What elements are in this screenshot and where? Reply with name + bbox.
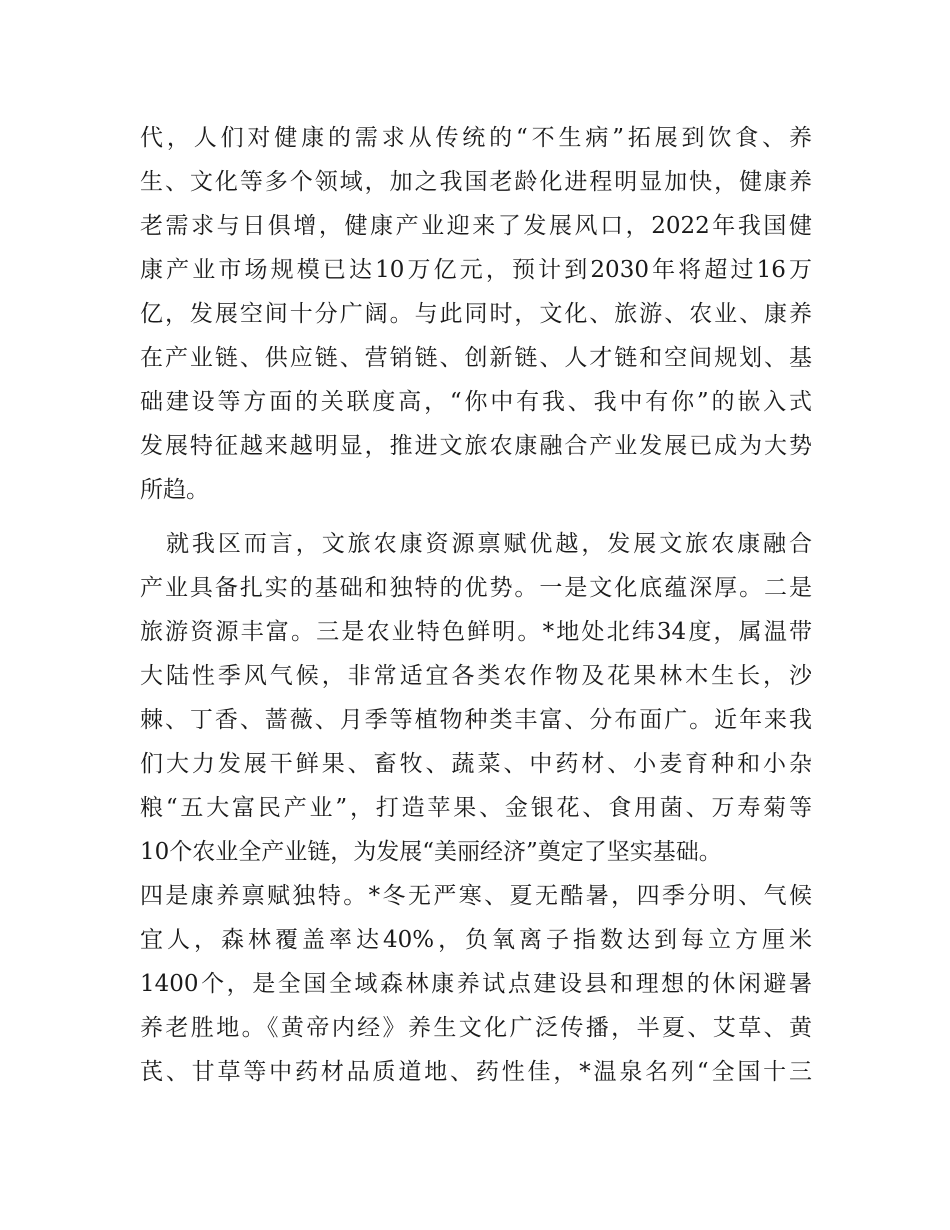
text-line: 老需求与日俱增，健康产业迎来了发展风口，2022年我国健 — [140, 213, 812, 239]
paragraph-1 — [140, 116, 812, 512]
text-line: 们大力发展干鲜果、畜牧、蔬菜、中药材、小麦育种和小杂 — [140, 751, 812, 777]
text-line: 发展特征越来越明显，推进文旅农康融合产业发展已成为大势 — [140, 433, 812, 459]
text-line: 1400个，是全国全域森林康养试点建设县和理想的休闲避暑 — [140, 971, 812, 997]
text-line: 代，人们对健康的需求从传统的“不生病”拓展到饮食、养 — [140, 125, 812, 151]
text-line: 芪、甘草等中药材品质道地、药性佳，*温泉名列“全国十三 — [140, 1059, 812, 1085]
text-line: 旅游资源丰富。三是农业特色鲜明。*地处北纬34度，属温带 — [140, 619, 812, 645]
text-line: 棘、丁香、蔷薇、月季等植物种类丰富、分布面广。近年来我 — [140, 707, 812, 733]
text-line: 10个农业全产业链，为发展“美丽经济”奠定了坚实基础。 — [140, 839, 722, 865]
text-line: 养老胜地。《黄帝内经》养生文化广泛传播，半夏、艾草、黄 — [140, 1015, 812, 1041]
text-line: 四是康养禀赋独特。*冬无严寒、夏无酷暑，四季分明、气候 — [140, 883, 812, 909]
text-line: 宜人，森林覆盖率达40%，负氧离子指数达到每立方厘米 — [140, 927, 812, 953]
text-line: 大陆性季风气候，非常适宜各类农作物及花果林木生长，沙 — [140, 663, 812, 689]
text-line: 生、文化等多个领域，加之我国老龄化进程明显加快，健康养 — [140, 169, 812, 195]
text-line: 亿，发展空间十分广阔。与此同时，文化、旅游、农业、康养 — [140, 301, 812, 327]
text-line: 产业具备扎实的基础和独特的优势。一是文化底蕴深厚。二是 — [140, 575, 812, 601]
text-line: 础建设等方面的关联度高，“你中有我、我中有你”的嵌入式 — [140, 389, 812, 415]
paragraph-2 — [140, 522, 812, 1094]
body-text — [140, 116, 812, 1094]
text-line: 粮“五大富民产业”，打造苹果、金银花、食用菌、万寿菊等 — [140, 795, 812, 821]
text-line: 就我区而言，文旅农康资源禀赋优越，发展文旅农康融合 — [140, 531, 812, 557]
text-line: 康产业市场规模已达10万亿元，预计到2030年将超过16万 — [140, 257, 812, 283]
text-line: 在产业链、供应链、营销链、创新链、人才链和空间规划、基 — [140, 345, 812, 371]
text-line: 所趋。 — [140, 477, 209, 503]
